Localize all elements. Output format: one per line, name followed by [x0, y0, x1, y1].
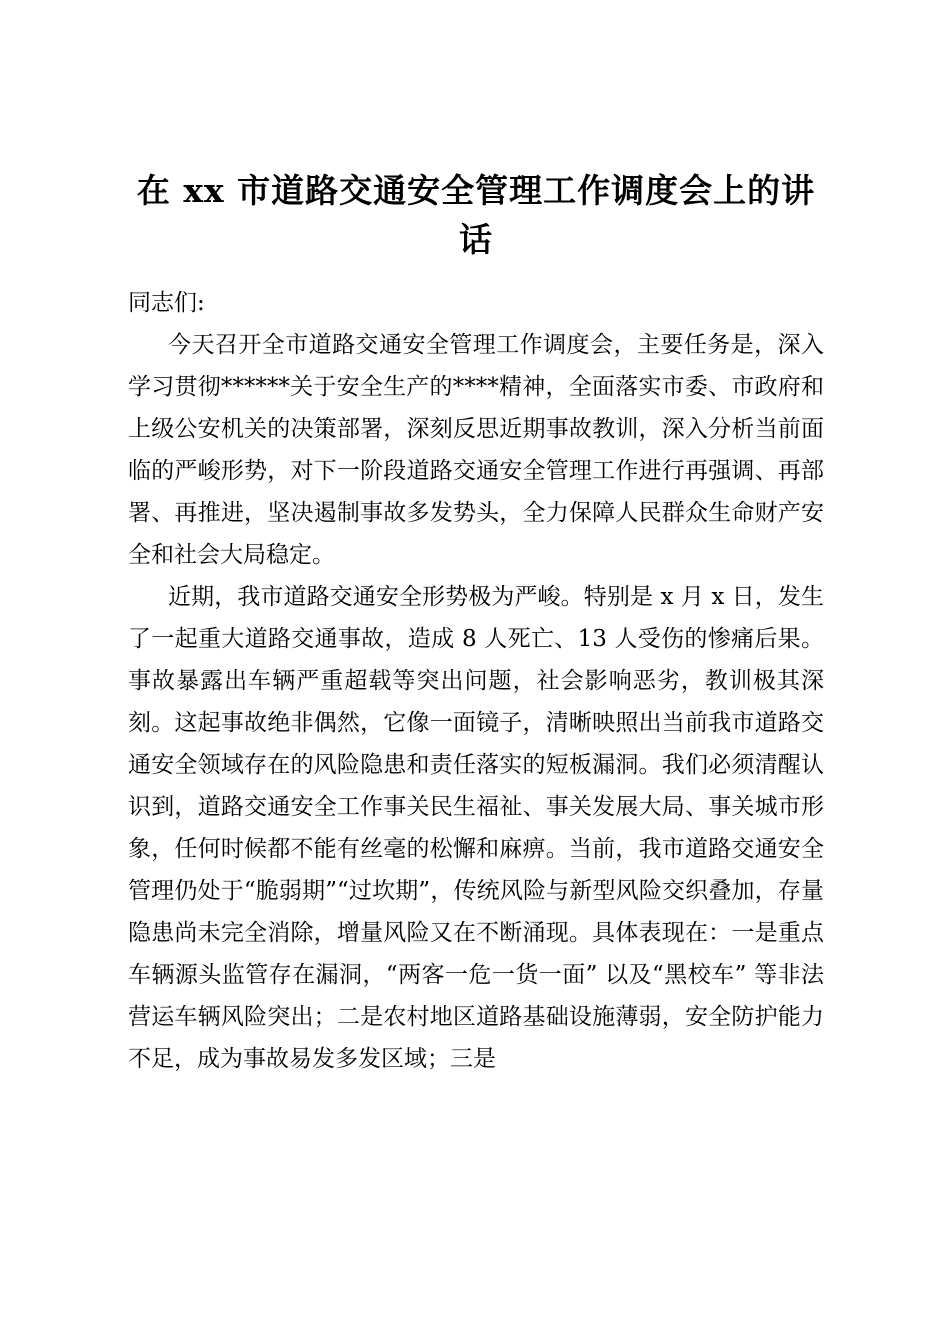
document-body — [128, 282, 824, 1080]
document-title: 在 xx 市道路交通安全管理工作调度会上的讲话 — [136, 171, 816, 259]
salutation: 同志们: — [128, 290, 205, 316]
paragraph-1: 今天召开全市道路交通安全管理工作调度会，主要任务是，深入学习贯彻******关于安全生产的****精神，全面落实市委、市政府和上级公安机关的决策部署，深刻反思近期事故教训，深入分析当前面临的严峻形势，对下一阶段道路交通安全管理工作进行再强调、再部署、再推进，坚决遏制事故多发势头，全力保障人民群众生命财产安全和社会大局稳定。 — [128, 332, 824, 568]
paragraph-2: 近期，我市道路交通安全形势极为严峻。特别是 x 月 x 日，发生了一起重大道路交通事故，造成 8 人死亡、13 人受伤的惨痛后果。事故暴露出车辆严重超载等突出问题，社会影响恶劣，教训极其深刻。这起事故绝非偶然，它像一面镜子，清晰映照出当前我市道路交通安全领域存在的风险隐患和责任落实的短板漏洞。我们必须清醒认识到，道路交通安全工作事关民生福祉、事关发展大局、事关城市形象，任何时候都不能有丝毫的松懈和麻痹。当前，我市道路交通安全管理仍处于“脆弱期”“过坎期”，传统风险与新型风险交织叠加，存量隐患尚未完全消除，增量风险又在不断涌现。具体表现在：一是重点车辆源头监管存在漏洞，“两客一危一货一面” 以及“黑校车” 等非法营运车辆风险突出；二是农村地区道路基础设施薄弱，安全防护能力不足，成为事故易发多发区域；三是 — [128, 584, 824, 1072]
